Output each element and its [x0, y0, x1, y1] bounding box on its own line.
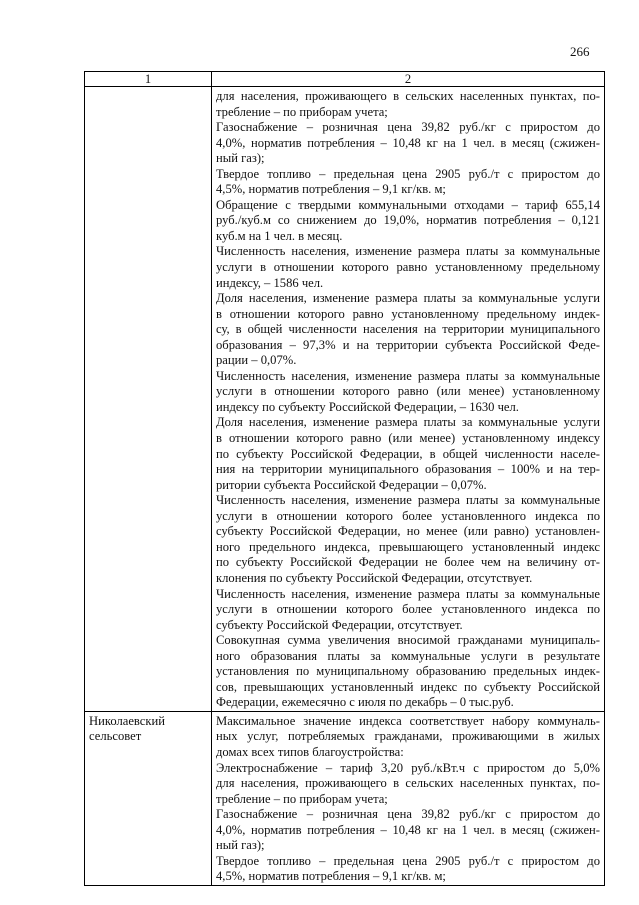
table.row1-paragraph	[216, 89, 600, 120]
text-line: услуги в отношении которого более установленного индекса по	[216, 508, 600, 523]
text-line: Численность населения, изменение размера платы за коммунальные	[216, 493, 600, 508]
page-number: 266	[570, 44, 590, 59]
text-line: Доля населения, изменение размера платы за коммунальные услуги	[216, 291, 600, 306]
text-line: Твердое топливо – предельная цена 2905 руб./т с приростом до	[216, 853, 600, 868]
text-line: Федерации, ежемесячно с июля по декабрь – 0 тыс.руб.	[216, 695, 514, 710]
table.row1-paragraph	[216, 369, 600, 416]
text-line: субъекту Российской Федерации, отсутствует.	[216, 617, 463, 632]
text-line: Численность населения, изменение размера платы за коммунальные	[216, 368, 600, 383]
text-line: для населения, проживающего в сельских населенных пунктах, по-	[216, 776, 600, 791]
text-line: в отношении которого равно (или менее) установленному индексу	[216, 431, 600, 446]
text-line: 4,5%, норматив потребления – 9,1 кг/кв. м;	[216, 182, 446, 197]
row1-left-cell	[85, 87, 212, 712]
row1-right-cell	[212, 87, 605, 712]
table.row2-paragraph	[216, 761, 600, 808]
text-line: индексу, – 1586 чел.	[216, 275, 324, 290]
text-line: 4,5%, норматив потребления – 9,1 кг/кв. м;	[216, 869, 446, 884]
text-line: рации – 0,07%.	[216, 353, 297, 368]
header-col-1: 1	[85, 72, 212, 87]
table.row1-paragraph	[216, 493, 600, 586]
text-line: ритории субъекта Российской Федерации – 0,07%.	[216, 477, 487, 492]
text-line: су, в общей численности населения на территории муниципального	[216, 322, 600, 337]
text-line: Максимальное значение индекса соответствует набору коммуналь-	[216, 713, 600, 728]
text-line: ных услуг, потребляемых гражданами, проживающими в жилых	[216, 729, 600, 744]
text-line: услуги в отношении которого более установленного индекса по	[216, 602, 600, 617]
table.row1-paragraph	[216, 244, 600, 291]
text-line: индексу по субъекту Российской Федерации, – 1630 чел.	[216, 399, 519, 414]
text-line: субъекту Российской Федерации, но менее (или равно) установлен-	[216, 524, 600, 539]
text-line: требление – по приборам учета;	[216, 104, 388, 119]
text-line: Доля населения, изменение размера платы за коммунальные услуги	[216, 415, 600, 430]
text-line: Численность населения, изменение размера платы за коммунальные	[216, 244, 600, 259]
text-line: установления по муниципальному образованию предельных индек-	[216, 664, 600, 679]
table-row	[85, 87, 605, 712]
text-line: услуги в отношении которого равно (или менее) установленному	[216, 384, 600, 399]
text-line: по субъекту Российской Федерации, в общей численности населе-	[216, 446, 600, 461]
table.row1-paragraph	[216, 633, 600, 711]
row2-left-cell	[85, 711, 212, 885]
text-line: руб./куб.м со снижением до 19,0%, норматив потребления – 0,121	[216, 213, 600, 228]
table.row1-paragraph	[216, 291, 600, 369]
text-line: 4,0%, норматив потребления – 10,48 кг на 1 чел. в месяц (сжижен-	[216, 822, 600, 837]
text-line: Твердое топливо – предельная цена 2905 руб./т с приростом до	[216, 166, 600, 181]
text-line: требление – по приборам учета;	[216, 791, 388, 806]
table-row	[85, 711, 605, 885]
table-header-row	[85, 72, 605, 87]
text-line: ного образования платы за коммунальные услуги в результате	[216, 648, 600, 663]
header-col-2: 2	[212, 72, 605, 87]
text-line: услуги в отношении которого равно установленному предельному	[216, 260, 600, 275]
text-line: домах всех типов благоустройства:	[216, 744, 404, 759]
text-line: Совокупная сумма увеличения вносимой гражданами муниципаль-	[216, 633, 600, 648]
text-line: для населения, проживающего в сельских населенных пунктах, по-	[216, 89, 600, 103]
text-line: ный газ);	[216, 838, 265, 853]
table.row2-paragraph	[216, 807, 600, 854]
district-name-line: сельсовет	[89, 729, 142, 744]
document-table	[84, 71, 605, 886]
text-line: ния на территории муниципального образования – 100% и на тер-	[216, 462, 600, 477]
text-line: 4,0%, норматив потребления – 10,48 кг на 1 чел. в месяц (сжижен-	[216, 135, 600, 150]
text-line: Электроснабжение – тариф 3,20 руб./кВт.ч с приростом до 5,0%	[216, 760, 600, 775]
row2-right-cell	[212, 711, 605, 885]
text-line: ного предельного индекса, превышающего установленный индекс	[216, 539, 600, 554]
text-line: Газоснабжение – розничная цена 39,82 руб./кг с приростом до	[216, 807, 600, 822]
text-line: Численность населения, изменение размера платы за коммунальные	[216, 586, 600, 601]
text-line: клонения по субъекту Российской Федерации, отсутствует.	[216, 570, 533, 585]
text-line: по субъекту Российской Федерации не более чем на величину от-	[216, 555, 600, 570]
table.row1-paragraph	[216, 120, 600, 167]
text-line: куб.м на 1 чел. в месяц.	[216, 228, 343, 243]
table.row1-paragraph	[216, 198, 600, 245]
district-name-line: Николаевский	[89, 713, 165, 728]
table.row2-paragraph	[216, 854, 600, 885]
text-line: Обращение с твердыми коммунальными отходами – тариф 655,14	[216, 197, 600, 212]
table.row1-paragraph	[216, 415, 600, 493]
text-line: Газоснабжение – розничная цена 39,82 руб./кг с приростом до	[216, 120, 600, 135]
text-line: в отношении которого равно установленному предельному индек-	[216, 306, 600, 321]
table.row1-paragraph	[216, 587, 600, 634]
text-line: ный газ);	[216, 151, 265, 166]
text-line: сов, превышающих установленный индекс по субъекту Российской	[216, 679, 600, 694]
text-line: образования – 97,3% и на территории субъекта Российской Феде-	[216, 337, 600, 352]
table.row2-paragraph	[216, 714, 600, 761]
table.row1-paragraph	[216, 167, 600, 198]
